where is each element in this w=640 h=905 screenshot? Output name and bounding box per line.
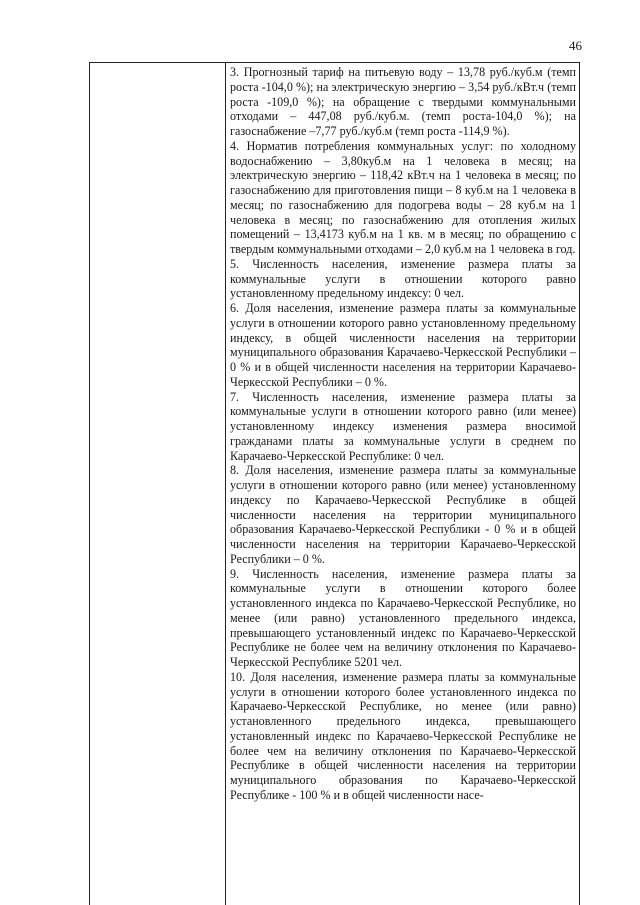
table-cell-content	[230, 65, 576, 803]
column-divider	[225, 63, 226, 905]
page-number: 46	[569, 38, 582, 53]
list-item-9: 9. Численность населения, изменение размера платы за коммунальные услуги в отношении которого более установленного индекса по Карачаево-Черкесской Республике, но менее (или равно) установленного предельного индекса, превышающего установленный индекс по Карачаево-Черкесской Республике не более чем на величину отклонения по Карачаево-Черкесской Республике 5201 чел.	[230, 566, 576, 669]
list-item-3: 3. Прогнозный тариф на питьевую воду – 13,78 руб./куб.м (темп роста -104,0 %); на электрическую энергию – 3,54 руб./кВт.ч (темп роста -109,0 %); на обращение с твердыми коммунальными отходами – 447,08 руб./куб.м. (темп роста-104,0 %); на газоснабжение –7,77 руб./куб.м (темп роста -114,9 %).	[230, 65, 576, 138]
list-item-5: 5. Численность населения, изменение размера платы за коммунальные услуги в отношении которого равно установленному предельному индексу: 0 чел.	[230, 256, 576, 301]
document-table	[89, 62, 580, 905]
list-item-8: 8. Доля населения, изменение размера платы за коммунальные услуги в отношении которого равно (или менее) установленному индексу по Карачаево-Черкесской Республике в общей численности населения на территории муниципального образования Карачаево-Черкесской Республики - 0 % и в общей численности населения на территории Карачаево-Черкесской Республики – 0 %.	[230, 463, 576, 566]
list-item-6: 6. Доля населения, изменение размера платы за коммунальные услуги в отношении которого равно установленному предельному индексу, в общей численности населения на территории муниципального образования Карачаево-Черкесской Республики – 0 % и в общей численности населения на территории Карачаево-Черкесской Республики – 0 %.	[230, 301, 576, 389]
list-item-7: 7. Численность населения, изменение размера платы за коммунальные услуги в отношении которого равно (или менее) установленному индексу изменения размера вносимой гражданами платы за коммунальные услуги в среднем по Карачаево-Черкесской Республике: 0 чел.	[230, 389, 576, 463]
list-item-4: 4. Норматив потребления коммунальных услуг: по холодному водоснабжению – 3,80куб.м на 1 человека в месяц; на электрическую энергию – 118,42 кВт.ч на 1 человека в месяц; по газоснабжению для приготовления пищи – 8 куб.м на 1 человека в месяц; по газоснабжению для подогрева воды – 28 куб.м на 1 человека в месяц; по газоснабжению для отопления жилых помещений – 13,4173 куб.м на 1 кв. м в месяц; по обращению с твердым коммунальными отходами – 2,0 куб.м на 1 человека в год.	[230, 138, 576, 256]
list-item-10: 10. Доля населения, изменение размера платы за коммунальные услуги в отношении которого более установленного индекса по Карачаево-Черкесской Республике, но менее (или равно) установленного предельного индекса, превышающего установленный индекс по Карачаево-Черкесской Республике не более чем на величину отклонения по Карачаево-Черкесской Республике в общей численности населения на территории муниципального образования по Карачаево-Черкесской Республике - 100 % и в общей численности насе-	[230, 669, 576, 802]
